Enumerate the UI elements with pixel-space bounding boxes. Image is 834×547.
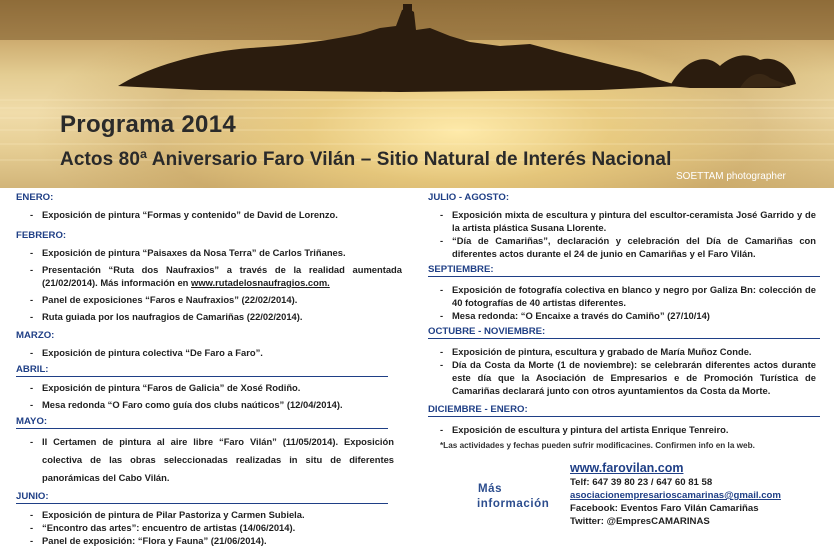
- section-title-febrero: FEBRERO:: [16, 230, 67, 241]
- item-text-ruta: Presentación “Ruta dos Naufraxios” a través de la realidad aumentada (21/02/2014). Más información en www.rutadelosnaufragios.com.: [42, 264, 402, 288]
- list-item: - Panel de exposición: “Flora y Fauna” (21/06/2014).: [30, 535, 267, 546]
- list-item: - Exposición de pintura de Pilar Pastoriza y Carmen Subiela.: [30, 509, 305, 520]
- contact-block: [570, 460, 781, 528]
- list-item: - “Encontro das artes”: encuentro de artistas (14/06/2014).: [30, 522, 296, 533]
- list-item: - Exposición de pintura, escultura y grabado de María Muñoz Conde.: [440, 346, 752, 357]
- title-block: [60, 110, 236, 140]
- section-title-julio-agosto: JULIO - AGOSTO:: [428, 192, 510, 203]
- page-subtitle: Actos 80ª Aniversario Faro Vilán – Sitio Natural de Interés Nacional: [60, 149, 672, 170]
- header-photo: [0, 0, 834, 188]
- photo-credit: SOETTAM photographer: [676, 171, 786, 182]
- list-item: - Exposición de escultura y pintura del artista Enrique Tenreiro.: [440, 424, 729, 435]
- section-title-septiembre: SEPTIEMBRE:: [428, 264, 820, 277]
- section-title-junio: JUNIO:: [16, 491, 388, 504]
- list-item: - Exposición de pintura “Faros de Galicia” de Xosé Rodiño.: [30, 382, 301, 393]
- list-item: - Panel de exposiciones “Faros e Naufraxios” (22/02/2014).: [30, 294, 298, 305]
- section-title-mayo: MAYO:: [16, 416, 388, 429]
- section-title-diciembre-enero: DICIEMBRE - ENERO:: [428, 404, 820, 417]
- section-title-marzo: MARZO:: [16, 330, 55, 341]
- list-item: - Mesa redonda: “O Encaixe a través do Camiño” (27/10/14): [440, 310, 710, 321]
- phone-numbers: Telf: 647 39 80 23 / 647 60 81 58: [570, 477, 713, 488]
- list-item: - Presentación “Ruta dos Naufraxios” a través de la realidad aumentada (21/02/2014). Más información en www.rutadelosnaufragios.com.: [30, 264, 402, 288]
- list-item: - Día da Costa da Morte (1 de noviembre): se celebrarán diferentes actos durante este día que la Asociación de Empresarios e de Promoción Turística de Camariñas declarará junto con otros ayuntamientos da Costa da Morte.: [440, 359, 816, 396]
- disclaimer-note: *Las actividades y fechas pueden sufrir modificacines. Confirmen info en la web.: [440, 441, 755, 450]
- list-item: - Mesa redonda “O Faro como guía dos clubs naúticos” (12/04/2014).: [30, 399, 343, 410]
- list-item: - Exposición de pintura “Formas y contenido” de David de Lorenzo.: [30, 209, 338, 220]
- website-link[interactable]: www.farovilan.com: [570, 461, 684, 475]
- section-title-enero: ENERO:: [16, 192, 54, 203]
- email-link[interactable]: asociacionempresarioscamarinas@gmail.com: [570, 490, 781, 501]
- left-column: [16, 192, 406, 547]
- list-item: - Exposición de pintura colectiva “De Faro a Faro”.: [30, 347, 263, 358]
- list-item: - Exposición mixta de escultura y pintura del escultor-ceramista José Garrido y de la artista plástica Susana Llorente.: [440, 209, 816, 233]
- ruta-link[interactable]: www.rutadelosnaufragios.com.: [191, 277, 330, 288]
- right-column: [428, 192, 820, 436]
- facebook-info: Facebook: Eventos Faro Vilán Camariñas: [570, 503, 759, 514]
- list-item: - Ruta guiada por los naufragios de Camariñas (22/02/2014).: [30, 311, 303, 322]
- more-info-label: Más información: [477, 483, 550, 510]
- section-title-abril: ABRIL:: [16, 364, 388, 377]
- twitter-info: Twitter: @EmpresCAMARINAS: [570, 516, 710, 527]
- list-item: - II Certamen de pintura al aire libre “Faro Vilán” (11/05/2014). Exposición colectiva de las obras seleccionadas realizadas in situ de diferentes panorámicas del Cabo Vilán.: [30, 436, 394, 483]
- list-item: - Exposición de fotografía colectiva en blanco y negro por Galiza Bn: colección de 40 fotografías de 40 artistas diferentes.: [440, 284, 816, 308]
- section-title-octubre-noviembre: OCTUBRE - NOVIEMBRE:: [428, 326, 820, 339]
- list-item: - “Día de Camariñas”, declaración y celebración del Día de Camariñas con diferentes actos durante el 24 de junio en Camariñas y el Faro Vilán.: [440, 235, 816, 259]
- page-title: Programa 2014: [60, 111, 237, 138]
- list-item: - Exposición de pintura “Paisaxes da Nosa Terra” de Carlos Triñanes.: [30, 247, 346, 258]
